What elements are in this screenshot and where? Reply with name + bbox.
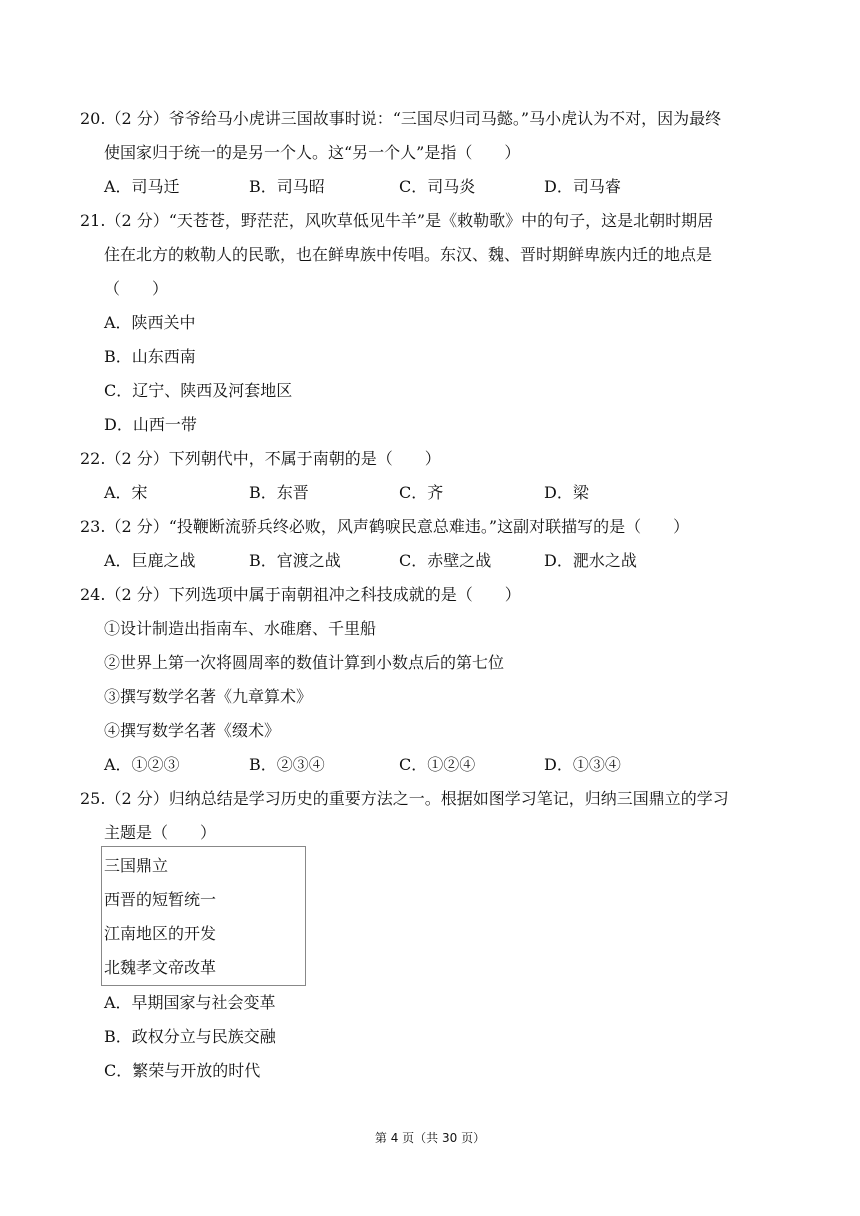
q25-stem-line-1: 25.（2 分）归纳总结是学习历史的重要方法之一。根据如图学习笔记，归纳三国鼎立的学习 xyxy=(80,789,729,808)
note-line-1: 三国鼎立 xyxy=(104,856,169,875)
q24-option-d[interactable]: D．①③④ xyxy=(544,755,621,774)
q23-options xyxy=(104,551,664,571)
q22-option-d[interactable]: D．梁 xyxy=(544,483,589,502)
q23-option-c[interactable]: C．赤壁之战 xyxy=(399,551,492,570)
q23-option-a[interactable]: A．巨鹿之战 xyxy=(104,551,196,570)
q20-stem-line-1: 20.（2 分）爷爷给马小虎讲三国故事时说：“三国尽归司马懿。”马小虎认为不对，因为最终 xyxy=(80,109,722,128)
q21-option-a[interactable]: A．陕西关中 xyxy=(104,313,196,332)
page-footer: 第 4 页（共 30 页） xyxy=(374,1131,486,1145)
q22-option-b[interactable]: B．东晋 xyxy=(249,483,309,502)
q24-stem-line-1: 24.（2 分）下列选项中属于南朝祖冲之科技成就的是（ ） xyxy=(80,585,521,604)
q25-option-a[interactable]: A．早期国家与社会变革 xyxy=(104,993,276,1012)
q22-stem-line-1: 22.（2 分）下列朝代中，不属于南朝的是（ ） xyxy=(80,449,441,468)
q24-item-3: ③撰写数学名著《九章算术》 xyxy=(104,687,313,706)
q25-option-b[interactable]: B．政权分立与民族交融 xyxy=(104,1027,276,1046)
q24-item-2: ②世界上第一次将圆周率的数值计算到小数点后的第七位 xyxy=(104,653,505,672)
note-line-2: 西晋的短暂统一 xyxy=(104,890,217,909)
q25-option-c[interactable]: C．繁荣与开放的时代 xyxy=(104,1061,261,1080)
q21-stem-line-3: （ ） xyxy=(104,279,169,298)
q20-options xyxy=(104,177,664,197)
q21-stem-line-1: 21.（2 分）“天苍苍，野茫茫，风吹草低见牛羊”是《敕勒歌》中的句子，这是北朝时期居 xyxy=(80,211,714,230)
q22-option-c[interactable]: C．齐 xyxy=(399,483,444,502)
q20-option-a[interactable]: A．司马迁 xyxy=(104,177,180,196)
q21-stem-line-2: 住在北方的敕勒人的民歌，也在鲜卑族中传唱。东汉、魏、晋时期鲜卑族内迁的地点是 xyxy=(104,245,713,264)
q20-stem-line-2: 使国家归于统一的是另一个人。这“另一个人”是指（ ） xyxy=(104,143,521,162)
q22-option-a[interactable]: A．宋 xyxy=(104,483,148,502)
q24-option-b[interactable]: B．②③④ xyxy=(249,755,325,774)
note-line-3: 江南地区的开发 xyxy=(104,924,217,943)
q21-option-d[interactable]: D．山西一带 xyxy=(104,415,197,434)
q23-option-b[interactable]: B．官渡之战 xyxy=(249,551,341,570)
q24-item-1: ①设计制造出指南车、水碓磨、千里船 xyxy=(104,619,377,638)
q23-option-d[interactable]: D．淝水之战 xyxy=(544,551,637,570)
q20-option-b[interactable]: B．司马昭 xyxy=(249,177,325,196)
q25-stem-line-2: 主题是（ ） xyxy=(104,823,217,842)
q22-options xyxy=(104,483,664,503)
q24-option-c[interactable]: C．①②④ xyxy=(399,755,476,774)
q21-option-c[interactable]: C．辽宁、陕西及河套地区 xyxy=(104,381,293,400)
q24-item-4: ④撰写数学名著《缀术》 xyxy=(104,721,281,740)
q23-stem-line-1: 23.（2 分）“投鞭断流骄兵终必败，风声鹤唳民意总难违。”这副对联描写的是（ ） xyxy=(80,517,690,536)
q20-option-d[interactable]: D．司马睿 xyxy=(544,177,621,196)
study-notes-box xyxy=(101,846,306,986)
note-line-4: 北魏孝文帝改革 xyxy=(104,958,217,977)
q21-option-b[interactable]: B．山东西南 xyxy=(104,347,196,366)
q20-option-c[interactable]: C．司马炎 xyxy=(399,177,476,196)
q24-options xyxy=(104,755,664,775)
q24-option-a[interactable]: A．①②③ xyxy=(104,755,180,774)
